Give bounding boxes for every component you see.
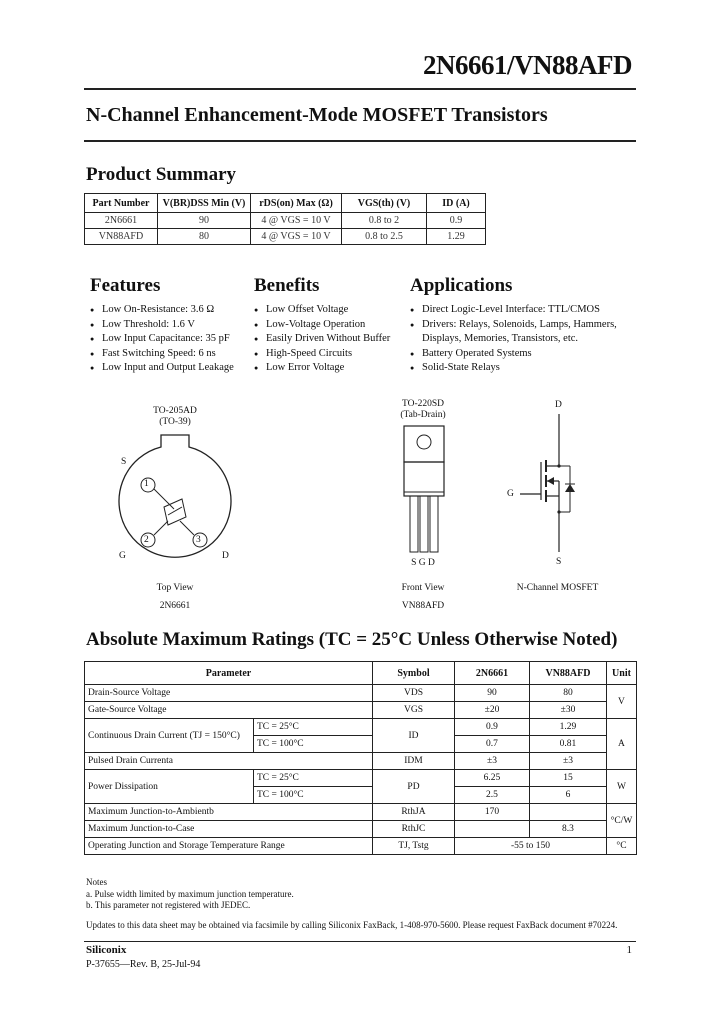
list-item: ● Low On-Resistance: 3.6 Ω <box>90 303 250 318</box>
cell: A <box>606 719 636 770</box>
table-header-row <box>85 662 637 685</box>
cell: ID <box>372 719 454 753</box>
cell: 2.5 <box>454 787 529 804</box>
document-reference: P-37655—Rev. B, 25-Jul-94 <box>86 959 201 970</box>
product-summary-heading: Product Summary <box>86 164 237 185</box>
cell: 80 <box>529 685 606 702</box>
cell: 6 <box>529 787 606 804</box>
to220-part-label: VN88AFD <box>401 601 445 611</box>
cell: RthJA <box>372 804 454 821</box>
cell: RthJC <box>372 821 454 838</box>
pin-g-label: G <box>119 551 126 561</box>
col-vn88afd: VN88AFD <box>529 662 606 685</box>
applications-list <box>410 303 635 376</box>
cell: Drain-Source Voltage <box>85 685 373 702</box>
cell: VN88AFD <box>85 229 158 245</box>
features-heading: Features <box>90 275 161 296</box>
cell: 0.7 <box>454 736 529 753</box>
title-rule <box>84 140 636 142</box>
col-vgsth: VGS(th) (V) <box>342 194 427 213</box>
cell: VGS <box>372 702 454 719</box>
benefits-list <box>254 303 404 376</box>
notes-block <box>86 877 294 912</box>
cell: 15 <box>529 770 606 787</box>
cell: VDS <box>372 685 454 702</box>
list-item: ● Low-Voltage Operation <box>254 318 404 333</box>
cell: TC = 100°C <box>254 787 373 804</box>
cell: 90 <box>158 213 251 229</box>
package-alt-name: (TO-39) <box>159 417 191 427</box>
cell: 8.3 <box>529 821 606 838</box>
to220-package-label <box>388 399 458 421</box>
features-list <box>90 303 250 376</box>
package-alt-name: (Tab-Drain) <box>400 410 446 420</box>
table-row <box>85 719 637 736</box>
list-item: ● Easily Driven Without Buffer <box>254 332 404 347</box>
document-title: N-Channel Enhancement-Mode MOSFET Transistors <box>86 104 548 126</box>
list-item: ● Low Input Capacitance: 35 pF <box>90 332 250 347</box>
to220-package-drawing <box>396 422 452 557</box>
pin-3-label: 3 <box>196 535 201 545</box>
list-item: ● Direct Logic-Level Interface: TTL/CMOS <box>410 303 635 318</box>
col-vbrdss: V(BR)DSS Min (V) <box>158 194 251 213</box>
col-2n6661: 2N6661 <box>454 662 529 685</box>
mosfet-symbol-icon <box>510 412 590 557</box>
cell: 0.9 <box>427 213 486 229</box>
notes-title: Notes <box>86 877 107 887</box>
footer-rule <box>84 941 636 942</box>
cell: Operating Junction and Storage Temperature Range <box>85 838 373 855</box>
cell: Gate-Source Voltage <box>85 702 373 719</box>
table-row <box>85 702 637 719</box>
list-item: ● Low Offset Voltage <box>254 303 404 318</box>
cell: TC = 25°C <box>254 770 373 787</box>
cell: PD <box>372 770 454 804</box>
col-part-number: Part Number <box>85 194 158 213</box>
table-row <box>85 821 637 838</box>
cell: Continuous Drain Current (TJ = 150°C) <box>85 719 254 753</box>
symbol-s-label: S <box>556 557 562 567</box>
cell: °C <box>606 838 636 855</box>
pin-d-label: D <box>222 551 229 561</box>
cell: 90 <box>454 685 529 702</box>
list-item: ● High-Speed Circuits <box>254 347 404 362</box>
package-name: TO-220SD <box>401 399 445 409</box>
list-item: ● Drivers: Relays, Solenoids, Lamps, Hammers, Displays, Memories, Transistors, etc. <box>410 318 635 347</box>
benefits-heading: Benefits <box>254 275 320 296</box>
cell: W <box>606 770 636 804</box>
list-item: ● Solid-State Relays <box>410 361 635 376</box>
cell: ±3 <box>454 753 529 770</box>
to205-view-label: Top View <box>156 583 194 593</box>
applications-heading: Applications <box>410 275 513 296</box>
to220-pins-label: S G D <box>411 558 435 568</box>
cell <box>529 804 606 821</box>
note-b: b. This parameter not registered with JEDEC. <box>86 900 251 910</box>
col-unit: Unit <box>606 662 636 685</box>
table-row <box>85 838 637 855</box>
symbol-caption: N-Channel MOSFET <box>516 583 599 593</box>
abs-max-table <box>84 661 637 855</box>
cell: 4 @ VGS = 10 V <box>251 213 342 229</box>
table-row <box>85 770 637 787</box>
cell: TC = 100°C <box>254 736 373 753</box>
cell <box>454 821 529 838</box>
to205-package-drawing <box>110 425 240 570</box>
pin-1-label: 1 <box>144 479 149 489</box>
cell: TC = 25°C <box>254 719 373 736</box>
cell: 0.81 <box>529 736 606 753</box>
part-number-title: 2N6661/VN88AFD <box>423 50 632 80</box>
table-row <box>85 229 486 245</box>
to205-part-label: 2N6661 <box>159 601 191 611</box>
cell: 1.29 <box>427 229 486 245</box>
table-row <box>85 804 637 821</box>
to220-view-label: Front View <box>401 583 445 593</box>
pin-s-label: S <box>121 457 127 467</box>
cell: -55 to 150 <box>454 838 606 855</box>
cell: V <box>606 685 636 719</box>
table-row <box>85 753 637 770</box>
cell: 4 @ VGS = 10 V <box>251 229 342 245</box>
company-name: Siliconix <box>86 944 127 956</box>
page-number: 1 <box>626 944 632 956</box>
cell: Maximum Junction-to-Ambientb <box>85 804 373 821</box>
cell: 6.25 <box>454 770 529 787</box>
col-symbol: Symbol <box>372 662 454 685</box>
symbol-d-label: D <box>555 400 562 410</box>
list-item: ● Low Input and Output Leakage <box>90 361 250 376</box>
cell: Pulsed Drain Currenta <box>85 753 373 770</box>
cell: 80 <box>158 229 251 245</box>
symbol-g-label: G <box>507 489 514 499</box>
list-item: ● Battery Operated Systems <box>410 347 635 362</box>
cell: ±3 <box>529 753 606 770</box>
package-name: TO-205AD <box>153 406 197 416</box>
table-row <box>85 213 486 229</box>
col-id: ID (A) <box>427 194 486 213</box>
product-summary-table <box>84 193 486 245</box>
table-header-row <box>85 194 486 213</box>
cell: 0.9 <box>454 719 529 736</box>
table-row <box>85 685 637 702</box>
cell: ±20 <box>454 702 529 719</box>
cell: Power Dissipation <box>85 770 254 804</box>
cell: 0.8 to 2 <box>342 213 427 229</box>
pin-2-label: 2 <box>144 535 149 545</box>
header-rule <box>84 88 636 90</box>
abs-max-heading: Absolute Maximum Ratings (TC = 25°C Unless Otherwise Noted) <box>86 629 618 650</box>
col-rdson: rDS(on) Max (Ω) <box>251 194 342 213</box>
cell: 1.29 <box>529 719 606 736</box>
faxback-note: Updates to this data sheet may be obtained via facsimile by calling Siliconix FaxBack, 1-408-970-5600. Please request FaxBack document #70224. <box>86 920 618 930</box>
note-a: a. Pulse width limited by maximum junction temperature. <box>86 888 294 899</box>
list-item: ● Fast Switching Speed: 6 ns <box>90 347 250 362</box>
cell: Maximum Junction-to-Case <box>85 821 373 838</box>
col-parameter: Parameter <box>85 662 373 685</box>
cell: 2N6661 <box>85 213 158 229</box>
cell: °C/W <box>606 804 636 838</box>
list-item: ● Low Threshold: 1.6 V <box>90 318 250 333</box>
cell: 0.8 to 2.5 <box>342 229 427 245</box>
cell: IDM <box>372 753 454 770</box>
list-item: ● Low Error Voltage <box>254 361 404 376</box>
cell: TJ, Tstg <box>372 838 454 855</box>
cell: 170 <box>454 804 529 821</box>
cell: ±30 <box>529 702 606 719</box>
